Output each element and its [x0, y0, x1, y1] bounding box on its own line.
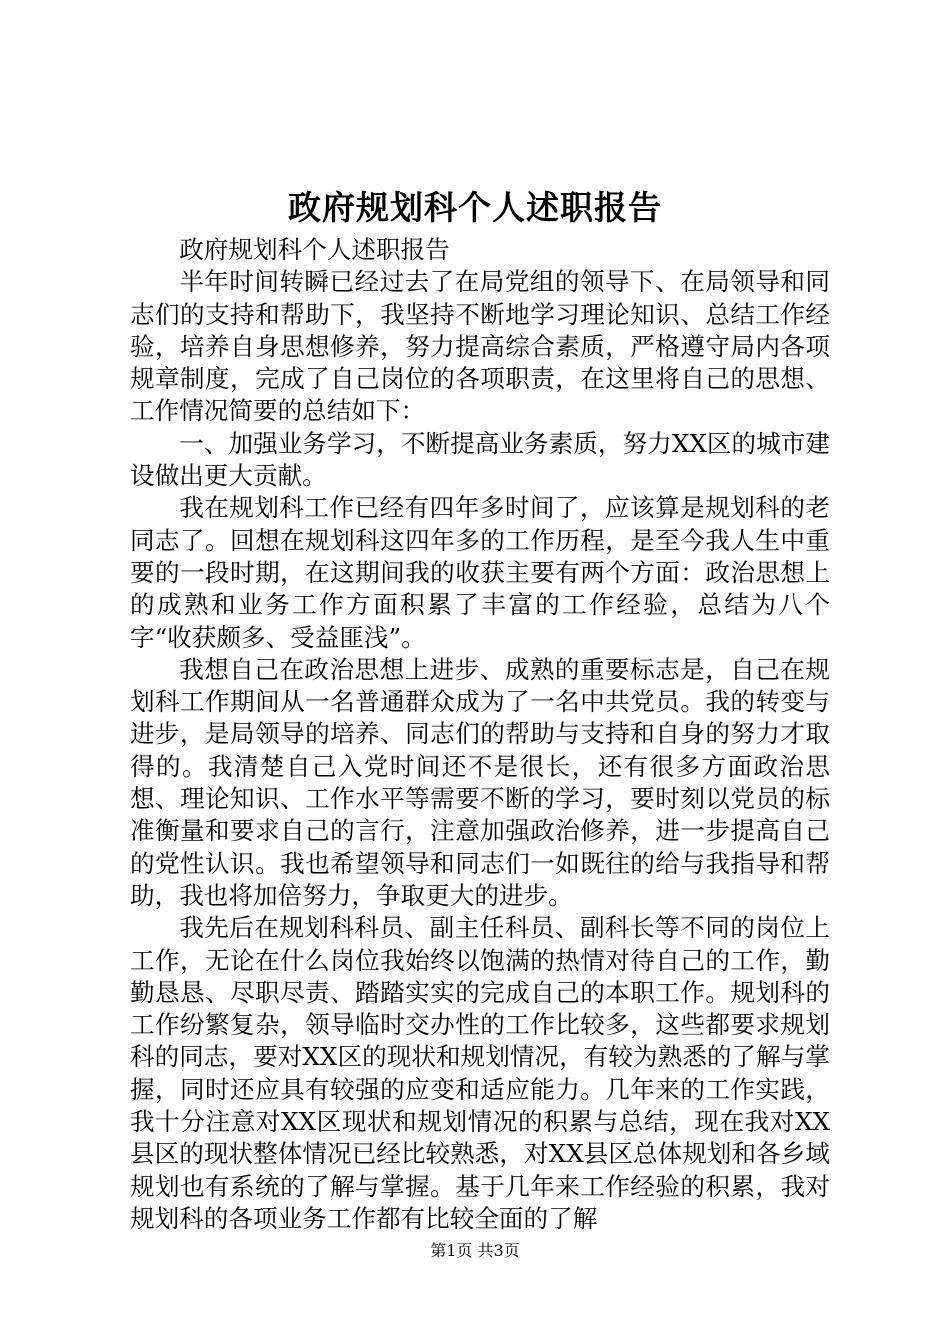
paragraph-intro: 半年时间转瞬已经过去了在局党组的领导下、在局领导和同志们的支持和帮助下，我坚持不断地学习理论知识、总结工作经验，培养自身思想修养，努力提高综合素质，严格遵守局内各项规章制度，完成了自己岗位的各项职责，在这里将自己的思想、工作情况简要的总结如下： — [130, 267, 830, 426]
paragraph-section-heading: 一、加强业务学习，不断提高业务素质，努力XX区的城市建设做出更大贡献。 — [130, 428, 830, 491]
document-body — [130, 234, 830, 1235]
paragraph-work-history: 我在规划科工作已经有四年多时间了，应该算是规划科的老同志了。回想在规划科这四年多的工作历程，是至今我人生中重要的一段时期，在这期间我的收获主要有两个方面：政治思想上的成熟和业务工作方面积累了丰富的工作经验，总结为八个字“收获颇多、受益匪浅”。 — [130, 493, 830, 652]
paragraph-job-positions: 我先后在规划科科员、副主任科员、副科长等不同的岗位上工作，无论在什么岗位我始终以饱满的热情对待自己的工作，勤勤恳恳、尽职尽责、踏踏实实的完成自己的本职工作。规划科的工作纷繁复杂，领导临时交办性的工作比较多，这些都要求规划科的同志，要对XX区的现状和规划情况，有较为熟悉的了解与掌握，同时还应具有较强的应变和适应能力。几年来的工作实践，我十分注意对XX区现状和规划情况的积累与总结，现在我对XX县区的现状整体情况已经比较熟悉，对XX县区总体规划和各乡域规划也有系统的了解与掌握。基于几年来工作经验的积累，我对规划科的各项业务工作都有比较全面的了解 — [130, 913, 830, 1233]
paragraph-political-growth: 我想自己在政治思想上进步、成熟的重要标志是，自己在规划科工作期间从一名普通群众成为了一名中共党员。我的转变与进步，是局领导的培养、同志们的帮助与支持和自身的努力才取得的。我清楚自己入党时间还不是很长，还有很多方面政治思想、理论知识、工作水平等需要不断的学习，要时刻以党员的标准衡量和要求自己的言行，注意加强政治修养，进一步提高自己的党性认识。我也希望领导和同志们一如既往的给与我指导和帮助，我也将加倍努力，争取更大的进步。 — [130, 654, 830, 910]
paragraph-subtitle: 政府规划科个人述职报告 — [179, 235, 450, 264]
page-footer: 第1页 共3页 — [430, 1241, 520, 1260]
document-title: 政府规划科个人述职报告 — [288, 188, 662, 227]
